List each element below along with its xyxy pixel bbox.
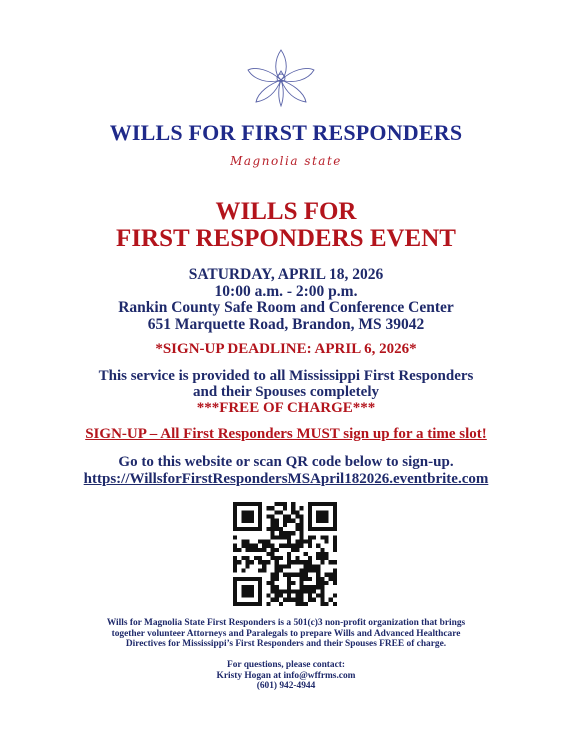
about-line-3: Directives for Mississippi’s First Responders and their Spouses FREE of charge. bbox=[125, 639, 447, 649]
event-venue: Rankin County Safe Room and Conference Center bbox=[118, 299, 454, 316]
service-statement bbox=[0, 368, 572, 416]
event-address: 651 Marquette Road, Brandon, MS 39042 bbox=[147, 315, 425, 333]
free-of-charge: ***FREE OF CHARGE*** bbox=[196, 400, 376, 416]
eventbrite-link[interactable]: https://WillsforFirstRespondersMSApril182026.eventbrite.com bbox=[83, 470, 489, 487]
about-organization bbox=[0, 618, 572, 650]
about-line-2: together volunteer Attorneys and Paralegals to prepare Wills and Advanced Healthcare bbox=[111, 628, 461, 639]
qr-code-icon[interactable] bbox=[233, 502, 337, 606]
event-details bbox=[0, 267, 572, 333]
organization-title: WILLS FOR FIRST RESPONDERS bbox=[109, 120, 463, 145]
signup-deadline: *SIGN-UP DEADLINE: APRIL 6, 2026* bbox=[155, 341, 417, 357]
contact-person: Kristy Hogan at info@wffrms.com bbox=[216, 670, 356, 681]
event-date: SATURDAY, APRIL 18, 2026 bbox=[188, 266, 384, 283]
signup-website bbox=[0, 454, 572, 487]
tagline: Magnolia state bbox=[230, 154, 342, 168]
contact-info bbox=[0, 660, 572, 692]
contact-intro: For questions, please contact: bbox=[226, 660, 346, 670]
contact-phone: (601) 942-4944 bbox=[256, 681, 316, 691]
event-title bbox=[0, 198, 572, 252]
event-title-line-2: FIRST RESPONDERS EVENT bbox=[116, 225, 456, 252]
about-line-1: Wills for Magnolia State First Responders is a 501(c)3 non-profit organization that brings bbox=[106, 618, 466, 628]
signup-instruction: Go to this website or scan QR code below to sign-up. bbox=[118, 454, 454, 470]
event-title-line-1: WILLS FOR bbox=[215, 198, 357, 225]
service-line-1: This service is provided to all Mississippi First Responders bbox=[98, 368, 474, 384]
event-time: 10:00 a.m. - 2:00 p.m. bbox=[214, 282, 358, 300]
signup-notice: SIGN-UP – All First Responders MUST sign up for a time slot! bbox=[85, 426, 487, 442]
magnolia-flower-icon bbox=[236, 40, 326, 112]
service-line-2: and their Spouses completely bbox=[193, 384, 379, 400]
